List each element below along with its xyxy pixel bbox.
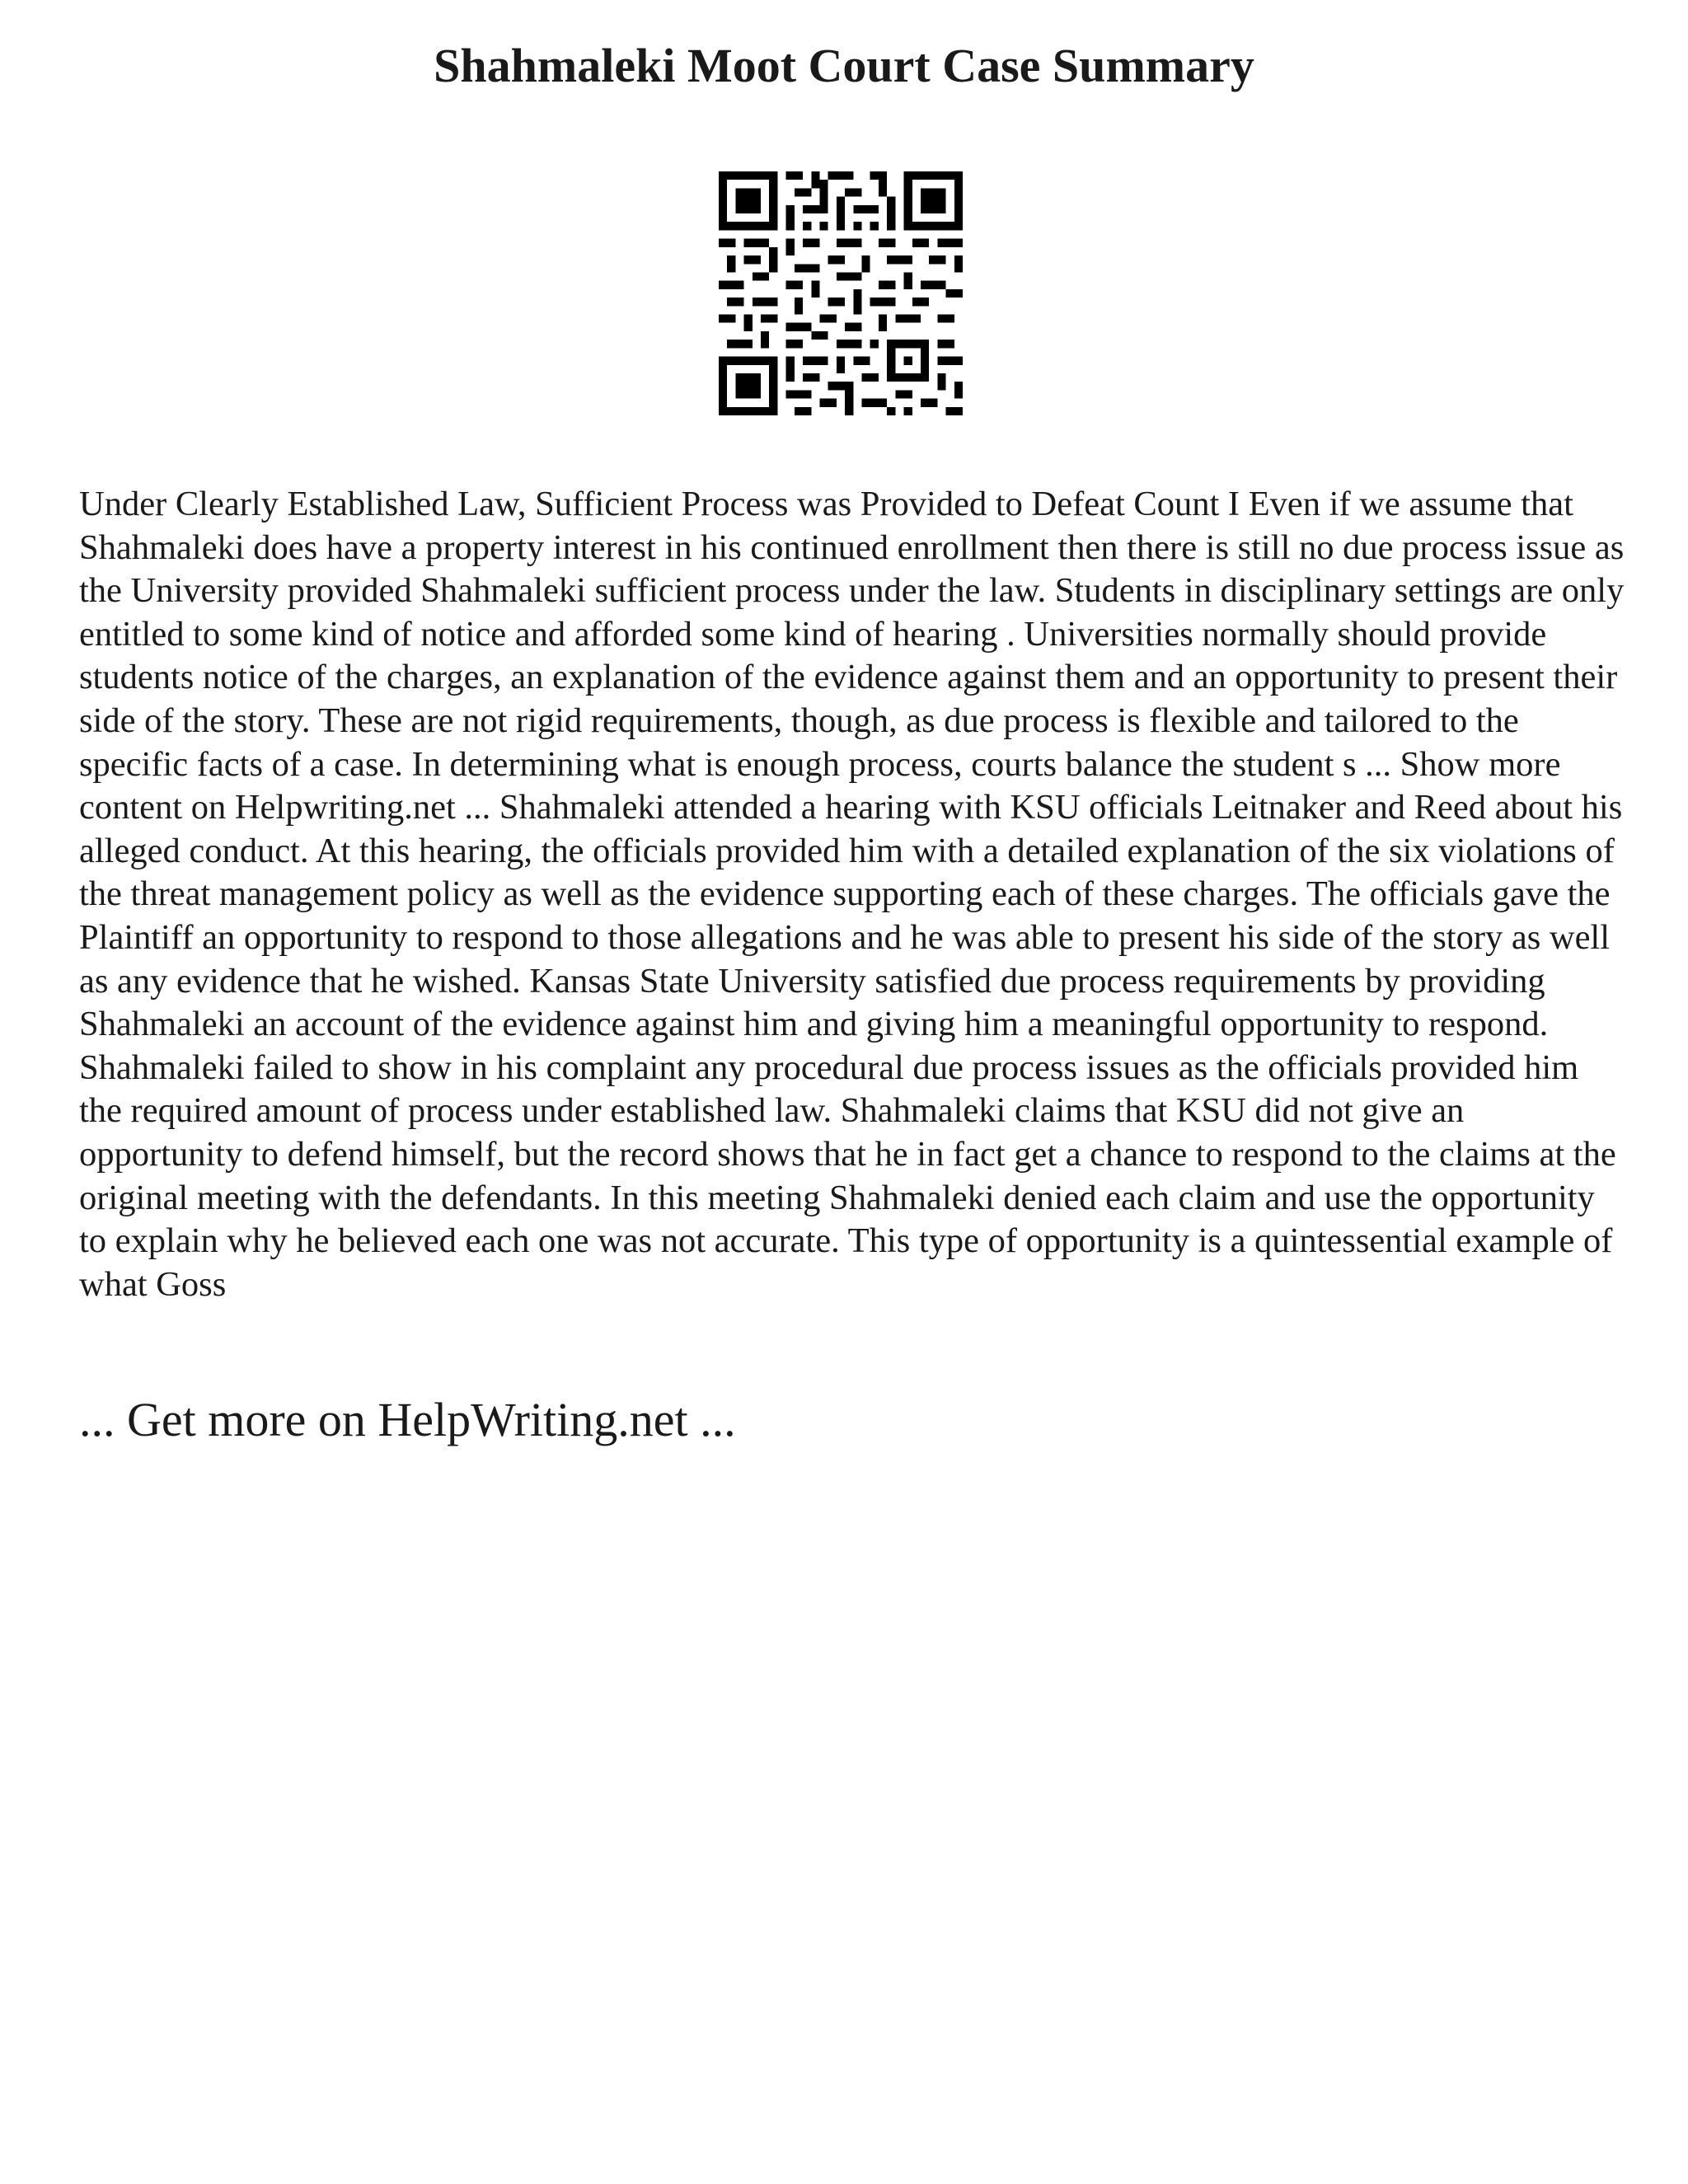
page-title: Shahmaleki Moot Court Case Summary [434, 39, 1254, 92]
get-more-link[interactable]: ... Get more on HelpWriting.net ... [79, 1393, 736, 1446]
body-text: Under Clearly Established Law, Sufficient Process was Provided to Defeat Count I Even if we assume that Shahmaleki does have a property interest in his continued enrollment then there is still no due process issue as the University provided Shahmaleki sufficient process under the law. Students in disciplinary settings are only entitled to some kind of notice and afforded some kind of hearing . Universities normally should provide students notice of the charges, an explanation of the evidence against them and an opportunity to present their side of the story. These are not rigid requirements, though, as due process is flexible and tailored to the specific facts of a case. In determining what is enough process, courts balance the student s ... Show more content on Helpwriting.net ... Shahmaleki attended a hearing with KSU officials Leitnaker and Reed about his alleged conduct. At this hearing, the officials provided him with a detailed explanation of the six violations of the threat management policy as well as the evidence supporting each of these charges. The officials gave the Plaintiff an opportunity to respond to those allegations and he was able to present his side of the story as well as any evidence that he wished. Kansas State University satisfied due process requirements by providing Shahmaleki an account of the evidence against him and giving him a meaningful opportunity to respond. Shahmaleki failed to show in his complaint any procedural due process issues as the officials provided him the required amount of process under established law. Shahmaleki claims that KSU did not give an opportunity to defend himself, but the record shows that he in fact get a chance to respond to the claims at the original meeting with the defendants. In this meeting Shahmaleki denied each claim and use the opportunity to explain why he believed each one was not accurate. This type of opportunity is a quintessential example of what Goss [79, 485, 1625, 1304]
qr-code-icon[interactable] [719, 171, 963, 415]
